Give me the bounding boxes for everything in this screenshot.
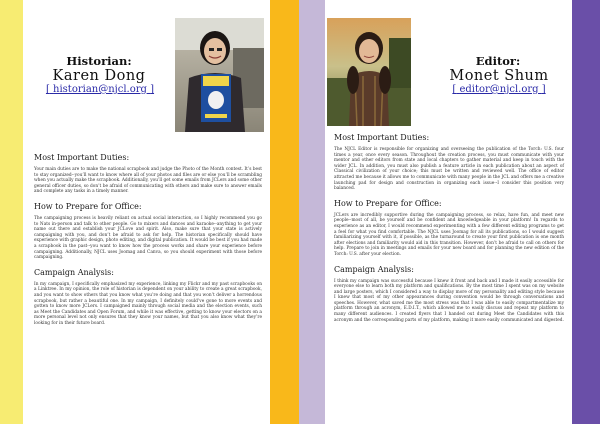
left-yellow-stripe: [0, 0, 23, 424]
editor-email-line: [437, 84, 561, 95]
editor-prepare-heading: How to Prepare for Office:: [334, 198, 442, 208]
editor-campaign-text: I think my campaign was successful because I knew it front and back and I made it easily accessible for everyone else to learn both my platform and qualifications. By the most time I spent was on my website and large posters, which I considered a way to display more of my personality and editing style because I knew that most of my other appearances during convention would be through conversations and speeches. However, what saved me the most stress was that I was able to easily compartmentalize my platform through an acronym, E.D.I.T., which allowed me to easily discuss and repeat my platform to many different audiences. I created flyers that I handed out during Meet the Candidates with this acronym and the corresponding parts of my platform, making it more easily communicated and digested.: [334, 278, 564, 323]
editor-photo-image: [327, 18, 411, 126]
historian-panel: [23, 0, 270, 424]
historian-header: [23, 0, 270, 108]
editor-duties-text: The NJCL Editor is responsible for organizing and overseeing the publication of the Torch: U.S. four times a year, once every season. Throughout the creation process, you must communicate with your mentor and other editors from state and local chapters to gather material and keep in touch with the wider JCL. In addition, you must also publish a feature article in each publication about an aspect of Classical civilization of your choice; this must be written and reviewed well. The office of editor attracted me because it allows me to communicate with many people in the JCL and offers me a creative launching pad for design and construction in organizing each issue--I consider this position very balanced.: [334, 147, 564, 192]
center-lavender-stripe: [299, 0, 325, 424]
editor-role-title: Editor:: [475, 54, 521, 68]
historian-name: Karen Dong: [52, 68, 146, 84]
historian-email-link[interactable]: historian@njcl.org: [53, 84, 147, 95]
historian-content: [34, 146, 262, 326]
bracket-close: ]: [150, 84, 155, 95]
historian-email-line: [37, 84, 163, 95]
bracket-open: [: [45, 84, 50, 95]
editor-photo: [327, 18, 411, 126]
historian-role-title: Historian:: [66, 54, 132, 68]
editor-prepare-text: JCLers are incredibly supportive during the campaigning process, so relax, have fun, and meet new people--most of all, be yourself and be confident and knowledgeable in your platform! In regards to experience as an editor, I would recommend experimenting with a few different editing programs to get a feel for what you find comfortable. The NJCL uses Joomag for all its publications, so I would suggest familiarizing yourself with it, if possible, as the turnaround to create your first publication is one month after elections and familiarity would aid in this transition. However, don’t be afraid to call on others for help. Prepare to join in meetings and emails for your new board and for planning the new edition of the Torch: U.S. after your election.: [334, 212, 564, 257]
bracket-open: [: [452, 84, 457, 95]
editor-campaign-heading: Campaign Analysis:: [334, 264, 414, 274]
editor-panel: [325, 0, 572, 424]
historian-campaign-heading: Campaign Analysis:: [34, 267, 114, 277]
editor-name: Monet Shum: [449, 68, 549, 84]
historian-campaign-text: In my campaign, I specifically emphasized my experience, linking my Flickr and my past scrapbooks on a Linktree. In my opinion, the role of historian is dependent on your ability to create a great scrapbook, and you want to show others that you know what you’re doing and that you won’t deliver a horrendous scrapbook, but rather a beautiful one. In my campaign, I definitely could’ve gone to more events and gotten to know more JCLers. I campaigned mainly through social media and the election events, such as Meet the Candidates and Open Forum, and while it was effective, getting to know your electors on a more personal level not only ensures that they know your names, but that you also know what they’re looking for in their future board.: [34, 281, 262, 326]
historian-duties-text: Your main duties are to make the national scrapbook and judge the Photo of the Month contest. It’s best to stay organized--you’ll want to know where all of your photos and files are or else you’ll be scrambling when you actually make the scrapbook. Additionally, you’ll get some emails from JCLers and some other general officer duties, so don’t be afraid of communicating with others and make sure to answer emails and complete any tasks in a timely manner.: [34, 167, 262, 195]
historian-photo-image: [175, 18, 264, 132]
historian-prepare-text: The campaigning process is heavily reliant on actual social interaction, so I highly recommend you go to Nats in-person and talk to other people. Go to mixers and dances and karaoke--anything to get your name out there and establish your JCLove and spirit. Also, make sure that your state is actively campaigning with you, and don’t be afraid to ask for help. The historian specifically should have experience with graphic design, photo editing, and digital publication. It would be best if you had made a scrapbook in the past--you want to know how the process works and share your experience before campaigning. Additionally, NJCL uses Joomag and Canva, so you should experiment with those before campaigning.: [34, 215, 262, 261]
bracket-close: ]: [541, 84, 546, 95]
editor-email-link[interactable]: editor@njcl.org: [459, 84, 539, 95]
historian-photo: [175, 18, 264, 132]
center-orange-stripe: [270, 0, 299, 424]
right-purple-stripe: [572, 0, 600, 424]
historian-duties-heading: Most Important Duties:: [34, 153, 130, 162]
editor-content: [334, 126, 564, 323]
editor-duties-heading: Most Important Duties:: [334, 133, 430, 142]
historian-prepare-heading: How to Prepare for Office:: [34, 201, 142, 211]
editor-header: [325, 0, 572, 108]
